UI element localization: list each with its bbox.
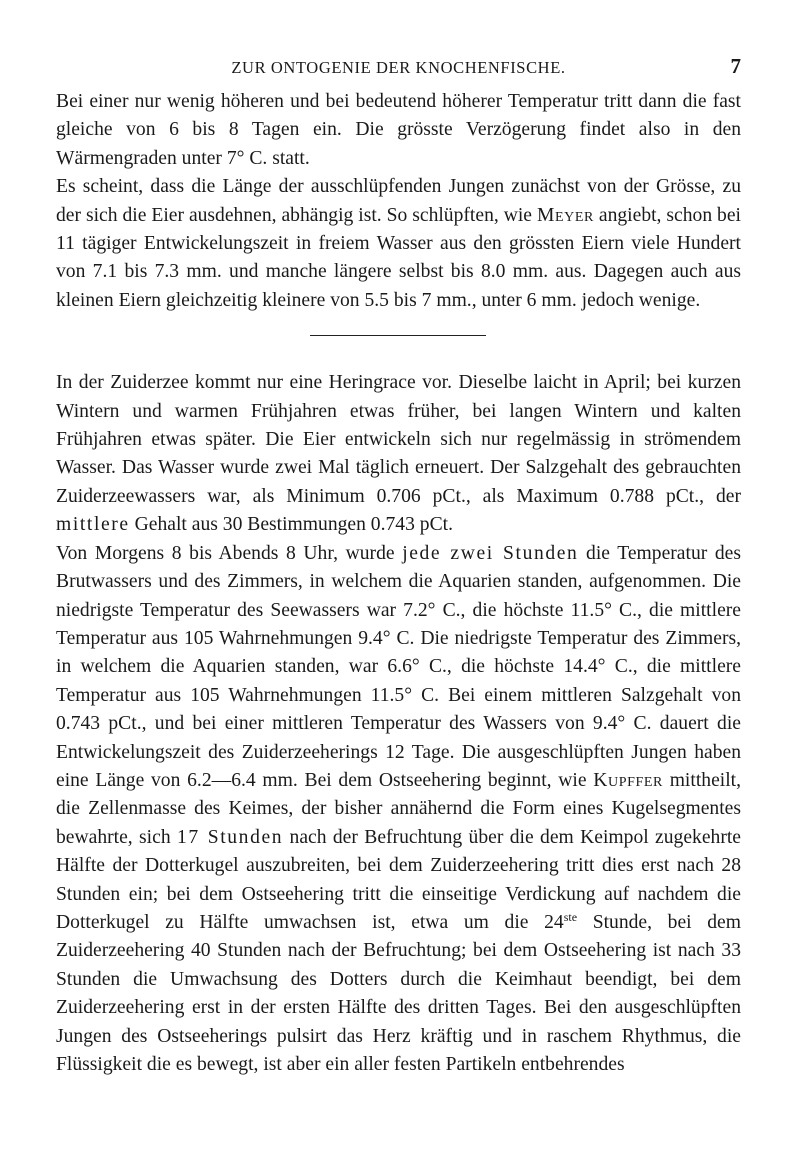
emphasis: jede zwei Stunden: [402, 542, 579, 564]
paragraph-text: In der Zuiderzee kommt nur eine Heringrace vor. Dieselbe laicht in April; bei kurzen Wintern und warmen Frühjahren etwas früher, bei langen Wintern und kalten Frühjahren etwas später. Die Eier entwickeln sich nur regelmässig in strömendem Wasser. Das Wasser wurde zwei Mal täglich erneuert. Der Salzgehalt des gebrauchten Zuiderzeewassers war, als Minimum 0.706 pCt., als Maximum 0.788 pCt., der: [56, 372, 741, 507]
paragraph: [56, 88, 741, 173]
paragraph: [56, 173, 741, 315]
paragraph-text: Stunde, bei dem Zuiderzeehering 40 Stunden nach der Befruchtung; bei dem Ostseehering ist nach 33 Stunden die Umwachsung des Dotters durch die Keimhaut beendigt, bei dem Zuiderzeehering erst in der ersten Hälfte des dritten Tages. Bei den ausgeschlüpften Jungen des Ostseeherings pulsirt das Herz kräftig und in raschem Rhythmus, die Flüssigkeit die es bewegt, ist aber ein aller festen Partikeln entbehrendes: [56, 911, 741, 1075]
page-number: 7: [730, 54, 741, 78]
emphasis: 17 Stunden: [176, 826, 284, 848]
paragraph-text: angiebt, schon bei 11 tägiger Entwickelungszeit in freiem Wasser aus den grössten Eiern viele Hundert von 7.1 bis 7.3 mm. und manche längere selbst bis 8.0 mm. aus. Dagegen auch aus kleinen Eiern gleichzeitig kleinere von 5.5 bis 7 mm., unter 6 mm. jedoch wenige.: [56, 204, 741, 311]
running-title: ZUR ONTOGENIE DER KNOCHENFISCHE.: [231, 58, 566, 77]
paragraph-text: Bei einer nur wenig höheren und bei bedeutend höherer Temperatur tritt dann die fast gleiche von 6 bis 8 Tagen ein. Die grösste Verzögerung findet also in den Wärmengraden unter 7° C. statt.: [56, 91, 741, 169]
superscript: ste: [563, 909, 578, 924]
paragraph-text: Von Morgens 8 bis Abends 8 Uhr, wurde: [56, 542, 403, 564]
body-text: [56, 88, 741, 1079]
paragraph-text: mittheilt, die Zellenmasse des Keimes, der bisher annähernd die Form eines Kugelsegmentes bewahrte, sich: [56, 769, 741, 848]
section-separator: [310, 335, 486, 336]
author-name: Kupffer: [593, 769, 663, 791]
running-head: [56, 52, 741, 82]
paragraph-text: Gehalt aus 30 Bestimmungen 0.743 pCt.: [129, 514, 454, 536]
paragraph-text: die Temperatur des Brutwassers und des Zimmers, in welchem die Aquarien standen, aufgenommen. Die niedrigste Temperatur des Seewassers war 7.2° C., die höchste 11.5° C., die mittlere Temperatur aus 105 Wahrnehmungen 9.4° C. Die niedrigste Temperatur des Zimmers, in welchem die Aquarien standen, war 6.6° C., die höchste 14.4° C., die mittlere Temperatur aus 105 Wahrnehmungen 11.5° C. Bei einem mittleren Salzgehalt von 0.743 pCt., und bei einer mittleren Temperatur des Wassers von 9.4° C. dauert die Entwickelungszeit des Zuiderzeeherings 12 Tage. Die ausgeschlüpften Jungen haben eine Länge von 6.2—6.4 mm. Bei dem Ostseehering beginnt, wie: [56, 542, 741, 791]
emphasis: mittlere: [56, 514, 130, 536]
paragraph-text: Es scheint, dass die Länge der ausschlüpfenden Jungen zunächst von der Grösse, zu der sich die Eier ausdehnen, abhängig ist. So schlüpften, wie: [56, 176, 741, 226]
section-separator-wrap: [56, 315, 741, 369]
paragraph-text: nach der Befruchtung über die dem Keimpol zugekehrte Hälfte der Dotterkugel auszubreiten, bei dem Zuiderzeehering tritt dies erst nach 28 Stunden ein; bei dem Ostseehering tritt die einseitige Verdickung auf nachdem die Dotterkugel zu Hälfte umwachsen ist, etwa um die 24: [56, 826, 741, 933]
paragraph: [56, 369, 741, 539]
paragraph: [56, 540, 741, 1080]
author-name: Meyer: [536, 204, 594, 226]
